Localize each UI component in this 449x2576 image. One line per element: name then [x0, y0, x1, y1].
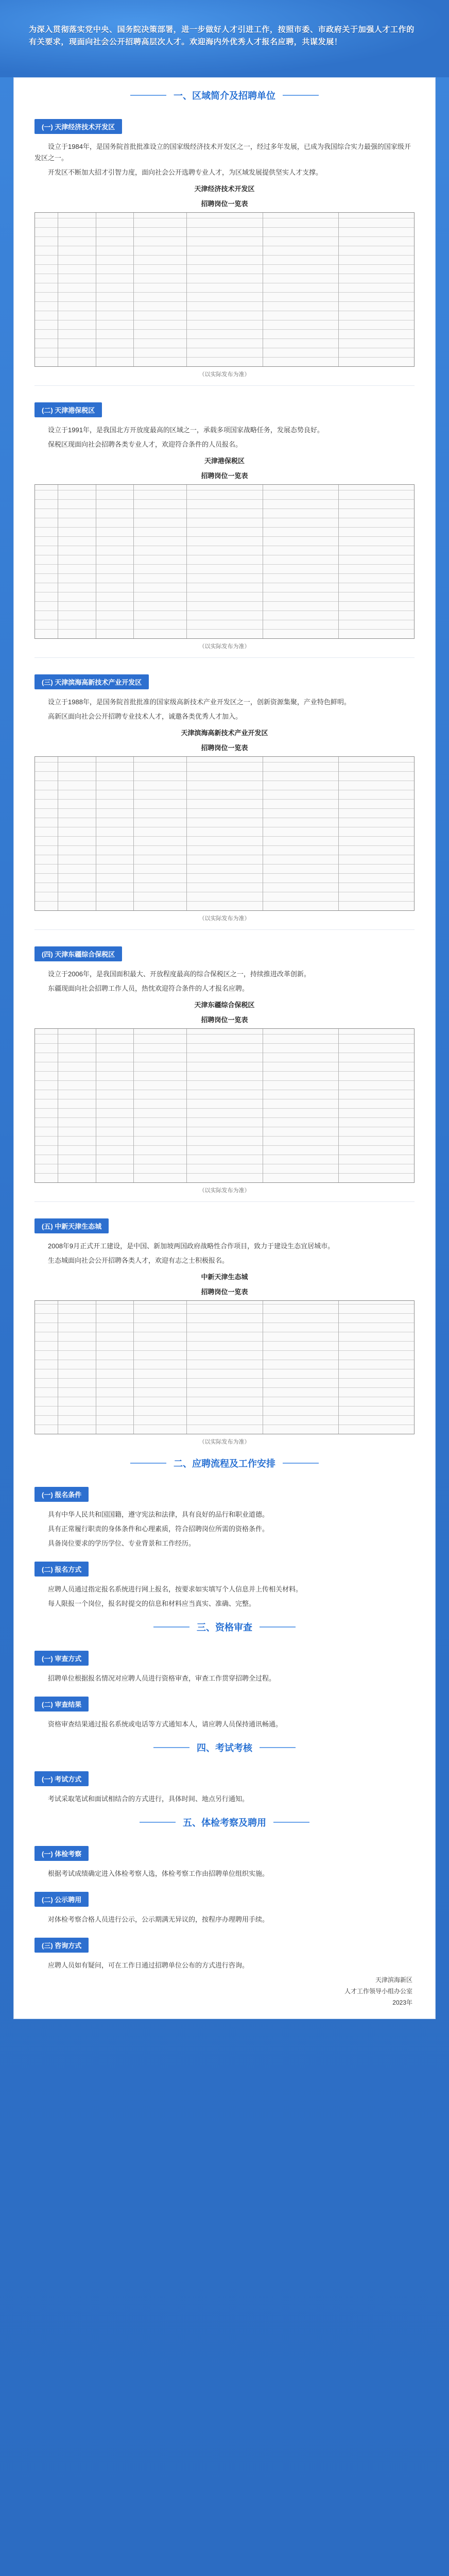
table-caption: （以实际发布为准） — [199, 643, 250, 650]
paragraph: 应聘人员如有疑问，可在工作日通过招聘单位公布的方式进行咨询。 — [48, 1961, 249, 1969]
part-tag: (二) 天津港保税区 — [34, 402, 102, 417]
part-block — [14, 937, 435, 1194]
table-title: 天津滨海高新技术产业开发区 — [181, 729, 268, 737]
part-tag: (五) 中新天津生态城 — [34, 1218, 109, 1233]
footer-signature — [14, 1974, 435, 2019]
table-title: 天津东疆综合保税区 — [194, 1001, 255, 1009]
paragraph: 应聘人员通过指定报名系统进行网上报名，按要求如实填写个人信息并上传相关材料。 — [48, 1585, 303, 1593]
table-subtitle: 招聘岗位一览表 — [201, 1016, 248, 1024]
part-block — [14, 110, 435, 378]
bottom-strip — [9, 2019, 440, 2035]
section-title: 二、应聘流程及工作安排 — [14, 1449, 435, 1478]
table-subtitle: 招聘岗位一览表 — [201, 200, 248, 208]
table-caption: （以实际发布为准） — [199, 916, 250, 922]
table-title: 天津经济技术开发区 — [194, 185, 255, 193]
part-block — [14, 665, 435, 922]
paragraph: 根据考试成绩确定进入体检考察人选，体检考察工作由招聘单位组织实施。 — [48, 1870, 269, 1877]
paragraph: 开发区不断加大招才引智力度，面向社会公开选聘专业人才，为区域发展提供坚实人才支撑。 — [48, 168, 323, 176]
paragraph: 设立于1991年，是我国北方开放度最高的区域之一，承载多项国家战略任务，发展态势良好。 — [48, 426, 324, 434]
part-tag: (二) 报名方式 — [34, 1562, 89, 1577]
content-card — [13, 77, 436, 2019]
table-subtitle: 招聘岗位一览表 — [201, 744, 248, 752]
signature-line: 天津滨海新区 — [375, 1976, 412, 1984]
section-title: 一、区域简介及招聘单位 — [14, 81, 435, 110]
table-title: 中新天津生态城 — [201, 1273, 248, 1281]
part-tag: (三) 咨询方式 — [34, 1938, 89, 1953]
signature-line: 人才工作领导小组办公室 — [344, 1988, 412, 1995]
table-image — [34, 484, 415, 639]
header-banner — [0, 0, 449, 77]
paragraph: 东疆现面向社会招聘工作人员，热忱欢迎符合条件的人才报名应聘。 — [48, 985, 249, 992]
table-subtitle: 招聘岗位一览表 — [201, 472, 248, 480]
paragraph: 高新区面向社会公开招聘专业技术人才，诚邀各类优秀人才加入。 — [48, 713, 243, 720]
paragraph: 具有中华人民共和国国籍，遵守宪法和法律，具有良好的品行和职业道德。 — [48, 1511, 269, 1518]
part-tag: (一) 审查方式 — [34, 1651, 89, 1666]
paragraph: 生态城面向社会公开招聘各类人才，欢迎有志之士积极报名。 — [48, 1257, 229, 1264]
part-tag: (一) 天津经济技术开发区 — [34, 119, 122, 134]
paragraph: 招聘单位根据报名情况对应聘人员进行资格审查，审查工作贯穿招聘全过程。 — [48, 1674, 276, 1682]
part-tag: (三) 天津滨海高新技术产业开发区 — [34, 674, 149, 689]
section-title: 三、资格审查 — [14, 1613, 435, 1641]
paragraph: 资格审查结果通过报名系统或电话等方式通知本人，请应聘人员保持通讯畅通。 — [48, 1720, 283, 1728]
paragraph: 具有正常履行职责的身体条件和心理素质，符合招聘岗位所需的资格条件。 — [48, 1525, 269, 1533]
section-title: 五、体检考察及聘用 — [14, 1808, 435, 1837]
paragraph: 设立于2006年，是我国面积最大、开放程度最高的综合保税区之一，持续推进改革创新。 — [48, 970, 310, 978]
paragraph: 设立于1984年，是国务院首批批准设立的国家级经济技术开发区之一，经过多年发展，已成为我国综合实力最强的国家级开发区之一。 — [34, 143, 411, 162]
table-caption: （以实际发布为准） — [199, 1188, 250, 1194]
part-tag: (二) 公示聘用 — [34, 1892, 89, 1907]
table-image — [34, 1028, 415, 1183]
signature-line: 2023年 — [392, 1999, 412, 2006]
part-tag: (一) 考试方式 — [34, 1771, 89, 1786]
banner-text: 为深入贯彻落实党中央、国务院决策部署，进一步做好人才引进工作，按照市委、市政府关于加强人才工作的有关要求，现面向社会公开招聘高层次人才。欢迎海内外优秀人才报名应聘，共谋发展！ — [29, 25, 415, 46]
paragraph: 考试采取笔试和面试相结合的方式进行，具体时间、地点另行通知。 — [48, 1795, 249, 1803]
part-tag: (一) 报名条件 — [34, 1487, 89, 1502]
paragraph: 设立于1988年，是国务院首批批准的国家级高新技术产业开发区之一，创新资源集聚，产业特色鲜明。 — [48, 698, 351, 706]
paragraph: 保税区现面向社会招聘各类专业人才，欢迎符合条件的人员报名。 — [48, 440, 243, 448]
table-title: 天津港保税区 — [204, 457, 245, 465]
table-image — [34, 756, 415, 911]
part-tag: (四) 天津东疆综合保税区 — [34, 946, 122, 961]
table-caption: （以实际发布为准） — [199, 1439, 250, 1445]
paragraph: 具备岗位要求的学历学位、专业背景和工作经历。 — [48, 1539, 196, 1547]
table-subtitle: 招聘岗位一览表 — [201, 1288, 248, 1296]
table-image — [34, 212, 415, 367]
paragraph: 2008年9月正式开工建设，是中国、新加坡两国政府战略性合作项目，致力于建设生态宜居城市。 — [48, 1242, 335, 1250]
paragraph: 每人限报一个岗位，报名时提交的信息和材料应当真实、准确、完整。 — [48, 1600, 256, 1607]
table-caption: （以实际发布为准） — [199, 371, 250, 378]
table-image — [34, 1300, 415, 1434]
part-block — [14, 1209, 435, 1446]
part-tag: (一) 体检考察 — [34, 1846, 89, 1861]
part-block — [14, 393, 435, 650]
section-title: 四、考试考核 — [14, 1733, 435, 1762]
part-tag: (二) 审查结果 — [34, 1697, 89, 1711]
paragraph: 对体检考察合格人员进行公示，公示期满无异议的，按程序办理聘用手续。 — [48, 1916, 269, 1923]
